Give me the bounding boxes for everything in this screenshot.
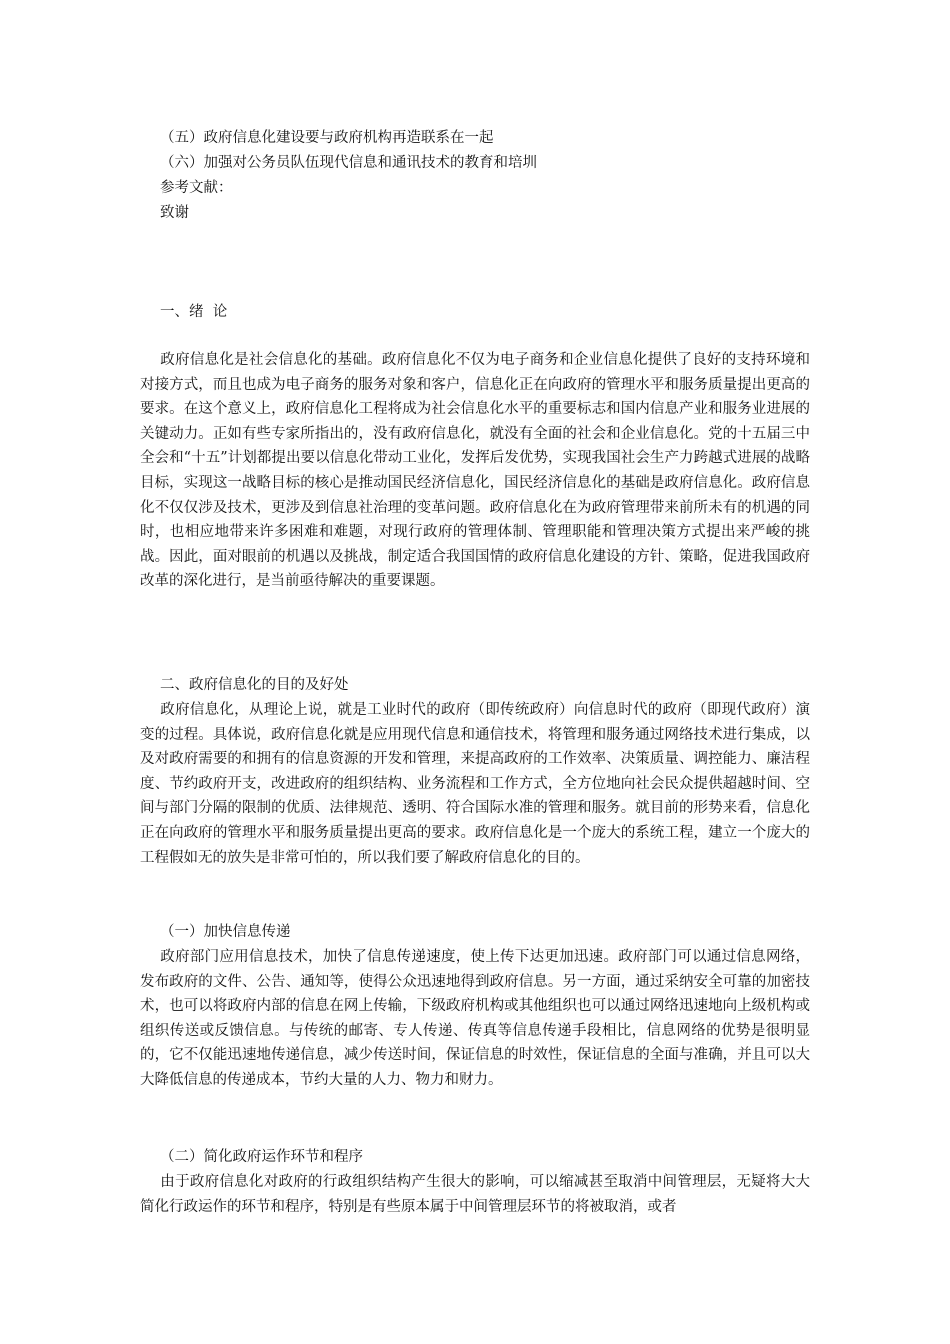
section-purpose-heading: 二、政府信息化的目的及好处: [160, 677, 349, 693]
section-intro-paragraph: 政府信息化是社会信息化的基础。政府信息化不仅为电子商务和企业信息化提供了良好的支持环境和对接方式，而且也成为电子商务的服务对象和客户，信息化正在向政府的管理水平和服务质量提出更高的要求。在这个意义上，政府信息化工程将成为社会信息化水平的重要标志和国内信息产业和服务业进展的关键动力。正如有些专家所指出的，没有政府信息化，就没有全面的社会和企业信息化。党的十五届三中全会和“十五”计划都提出要以信息化带动工业化，发挥后发优势，实现我国社会生产力跨越式进展的战略目标，实现这一战略目标的核心是推动国民经济信息化，国民经济信息化的基础是政府信息化。政府信息化不仅仅涉及技术，更涉及到信息社治理的变革问题。政府信息化在为政府管理带来前所未有的机遇的同时，也相应地带来许多困难和难题，对现行政府的管理体制、管理职能和管理决策方式提出来严峻的挑战。因此，面对眼前的机遇以及挑战，制定适合我国国情的政府信息化建设的方针、策略，促进我国政府改革的深化进行，是当前亟待解决的重要课题。: [140, 352, 810, 590]
toc-item-5: （五）政府信息化建设要与政府机构再造联系在一起: [160, 130, 494, 146]
subsection-1-heading: （一）加快信息传递: [160, 924, 291, 940]
subsection-1-paragraph: 政府部门应用信息技术，加快了信息传递速度，使上传下达更加迅速。政府部门可以通过信息网络，发布政府的文件、公告、通知等，使得公众迅速地得到政府信息。另一方面，通过采纳安全可靠的加密技术，也可以将政府内部的信息在网上传输，下级政府机构或其他组织也可以通过网络迅速地向上级机构或组织传送或反馈信息。与传统的邮寄、专人传递、传真等信息传递手段相比，信息网络的优势是很明显的，它不仅能迅速地传递信息，减少传送时间，保证信息的时效性，保证信息的全面与准确，并且可以大大降低信息的传递成本，节约大量的人力、物力和财力。: [140, 949, 810, 1088]
toc-acknowledgements: 致谢: [160, 205, 189, 221]
section-intro-heading: 一、绪 论: [160, 304, 228, 320]
section-purpose-paragraph: 政府信息化，从理论上说，就是工业时代的政府（即传统政府）向信息时代的政府（即现代政府）演变的过程。具体说，政府信息化就是应用现代信息和通信技术，将管理和服务通过网络技术进行集成，以及对政府需要的和拥有的信息资源的开发和管理，来提高政府的工作效率、决策质量、调控能力、廉洁程度、节约政府开支，改进政府的组织结构、业务流程和工作方式，全方位地向社会民众提供超越时间、空间与部门分隔的限制的优质、法律规范、透明、符合国际水准的管理和服务。就目前的形势来看，信息化正在向政府的管理水平和服务质量提出更高的要求。政府信息化是一个庞大的系统工程，建立一个庞大的工程假如无的放失是非常可怕的，所以我们要了解政府信息化的目的。: [140, 702, 810, 866]
toc-references: 参考文献：: [160, 180, 233, 196]
subsection-2-paragraph: 由于政府信息化对政府的行政组织结构产生很大的影响，可以缩减甚至取消中间管理层，无疑将大大简化行政运作的环节和程序，特别是有些原本属于中间管理层环节的将被取消，或者: [140, 1174, 810, 1215]
subsection-2-heading: （二）简化政府运作环节和程序: [160, 1149, 363, 1165]
toc-item-6: （六）加强对公务员队伍现代信息和通讯技术的教育和培圳: [160, 155, 537, 171]
